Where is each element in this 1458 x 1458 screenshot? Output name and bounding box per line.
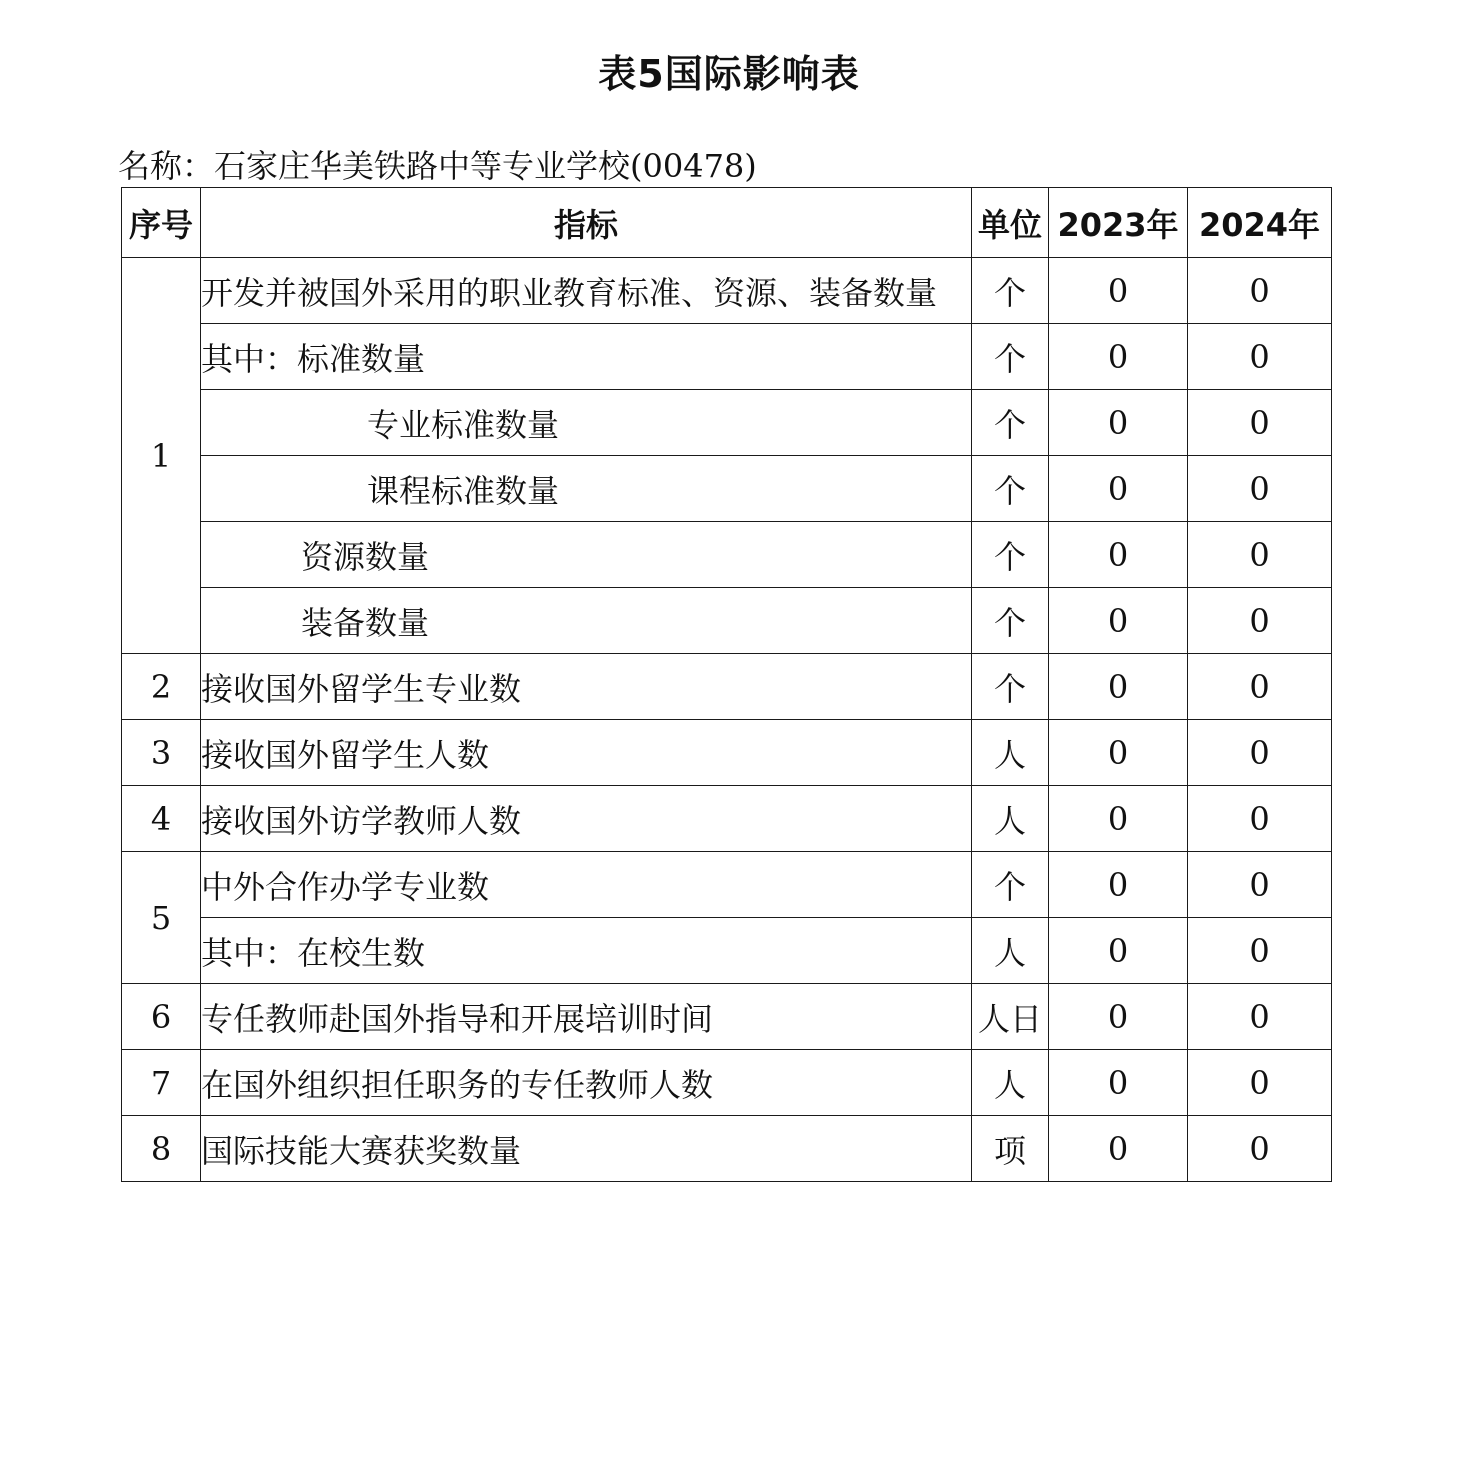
table-row — [122, 258, 1332, 324]
value-2024-cell: 0 — [1188, 522, 1332, 588]
indicator-cell: 国际技能大赛获奖数量 — [201, 1116, 972, 1182]
table-row — [122, 456, 1332, 522]
page-title: 表5国际影响表 — [598, 52, 860, 96]
unit-cell: 个 — [972, 654, 1049, 720]
unit-cell: 个 — [972, 522, 1049, 588]
seq-cell: 3 — [122, 720, 201, 786]
table-row — [122, 984, 1332, 1050]
table-row — [122, 390, 1332, 456]
table-header-row — [122, 188, 1332, 258]
seq-cell: 6 — [122, 984, 201, 1050]
value-2024-cell: 0 — [1188, 654, 1332, 720]
value-2023-cell: 0 — [1049, 588, 1188, 654]
value-2024-cell: 0 — [1188, 1050, 1332, 1116]
international-influence-table — [121, 187, 1332, 1182]
value-2024-cell: 0 — [1188, 1116, 1332, 1182]
seq-cell: 1 — [122, 258, 201, 654]
value-2024-cell: 0 — [1188, 852, 1332, 918]
value-2024-cell: 0 — [1188, 258, 1332, 324]
unit-cell: 人日 — [972, 984, 1049, 1050]
value-2024-cell: 0 — [1188, 918, 1332, 984]
value-2023-cell: 0 — [1049, 324, 1188, 390]
unit-cell: 个 — [972, 390, 1049, 456]
unit-cell: 个 — [972, 588, 1049, 654]
seq-cell: 7 — [122, 1050, 201, 1116]
header-unit: 单位 — [972, 188, 1049, 258]
seq-cell: 8 — [122, 1116, 201, 1182]
value-2023-cell: 0 — [1049, 390, 1188, 456]
organization-name: 名称：石家庄华美铁路中等专业学校(00478) — [118, 147, 757, 185]
indicator-cell: 接收国外访学教师人数 — [201, 786, 972, 852]
indicator-cell: 课程标准数量 — [201, 456, 972, 522]
value-2023-cell: 0 — [1049, 456, 1188, 522]
unit-cell: 项 — [972, 1116, 1049, 1182]
value-2024-cell: 0 — [1188, 588, 1332, 654]
table-row — [122, 720, 1332, 786]
value-2023-cell: 0 — [1049, 258, 1188, 324]
indicator-cell: 中外合作办学专业数 — [201, 852, 972, 918]
indicator-cell: 专业标准数量 — [201, 390, 972, 456]
seq-cell: 5 — [122, 852, 201, 984]
indicator-cell: 接收国外留学生专业数 — [201, 654, 972, 720]
table-row — [122, 588, 1332, 654]
seq-cell: 4 — [122, 786, 201, 852]
value-2023-cell: 0 — [1049, 1050, 1188, 1116]
seq-cell: 2 — [122, 654, 201, 720]
indicator-cell: 其中：在校生数 — [201, 918, 972, 984]
table-row — [122, 918, 1332, 984]
value-2023-cell: 0 — [1049, 720, 1188, 786]
value-2023-cell: 0 — [1049, 522, 1188, 588]
unit-cell: 个 — [972, 324, 1049, 390]
header-2024: 2024年 — [1188, 188, 1332, 258]
unit-cell: 人 — [972, 1050, 1049, 1116]
value-2024-cell: 0 — [1188, 720, 1332, 786]
value-2023-cell: 0 — [1049, 786, 1188, 852]
indicator-cell: 专任教师赴国外指导和开展培训时间 — [201, 984, 972, 1050]
indicator-cell: 接收国外留学生人数 — [201, 720, 972, 786]
indicator-cell: 在国外组织担任职务的专任教师人数 — [201, 1050, 972, 1116]
value-2024-cell: 0 — [1188, 324, 1332, 390]
indicator-cell: 其中：标准数量 — [201, 324, 972, 390]
unit-cell: 个 — [972, 456, 1049, 522]
table-row — [122, 324, 1332, 390]
unit-cell: 人 — [972, 786, 1049, 852]
unit-cell: 人 — [972, 720, 1049, 786]
value-2024-cell: 0 — [1188, 390, 1332, 456]
value-2023-cell: 0 — [1049, 1116, 1188, 1182]
value-2024-cell: 0 — [1188, 786, 1332, 852]
unit-cell: 个 — [972, 852, 1049, 918]
unit-cell: 个 — [972, 258, 1049, 324]
header-2023: 2023年 — [1049, 188, 1188, 258]
value-2023-cell: 0 — [1049, 654, 1188, 720]
value-2024-cell: 0 — [1188, 984, 1332, 1050]
header-indicator: 指标 — [201, 188, 972, 258]
table-row — [122, 522, 1332, 588]
value-2024-cell: 0 — [1188, 456, 1332, 522]
table-row — [122, 786, 1332, 852]
value-2023-cell: 0 — [1049, 984, 1188, 1050]
table-row — [122, 654, 1332, 720]
table-row — [122, 1116, 1332, 1182]
indicator-cell: 开发并被国外采用的职业教育标准、资源、装备数量 — [201, 258, 972, 324]
value-2023-cell: 0 — [1049, 852, 1188, 918]
header-seq: 序号 — [122, 188, 201, 258]
table-row — [122, 852, 1332, 918]
indicator-cell: 资源数量 — [201, 522, 972, 588]
value-2023-cell: 0 — [1049, 918, 1188, 984]
unit-cell: 人 — [972, 918, 1049, 984]
table-row — [122, 1050, 1332, 1116]
indicator-cell: 装备数量 — [201, 588, 972, 654]
